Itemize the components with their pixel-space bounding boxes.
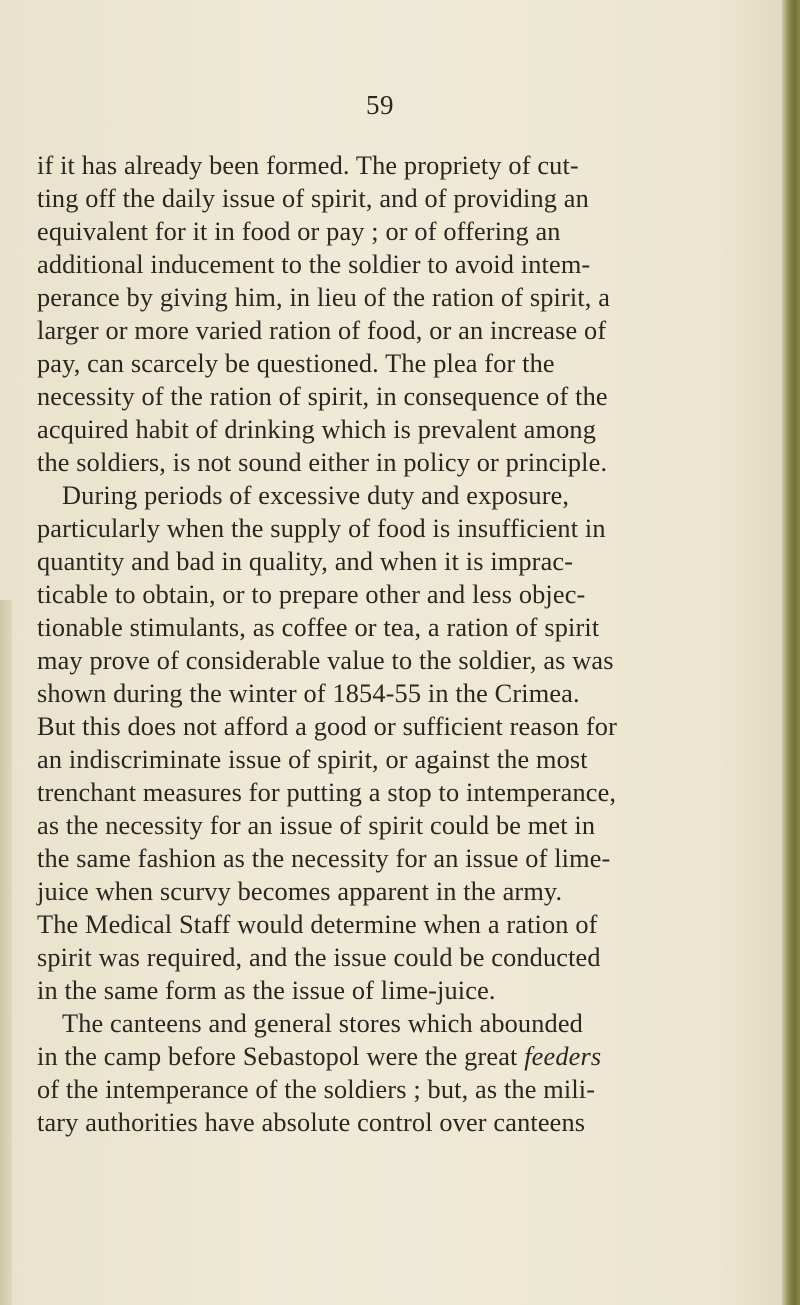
text-line: ting off the daily issue of spirit, and of providing an xyxy=(37,184,589,213)
text-line: the soldiers, is not sound either in policy or principle. xyxy=(37,448,608,477)
text-line: in the same form as the issue of lime-juice. xyxy=(37,976,496,1005)
text-line: equivalent for it in food or pay ; or of offering an xyxy=(37,217,561,246)
page-number: 59 xyxy=(366,90,394,120)
text-line: The Medical Staff would determine when a ration of xyxy=(37,910,598,939)
text-line: the same fashion as the necessity for an issue of lime- xyxy=(37,844,611,873)
text-line: may prove of considerable value to the soldier, as was xyxy=(37,646,614,675)
text-line: During periods of excessive duty and exposure, xyxy=(62,481,570,510)
text-line: necessity of the ration of spirit, in consequence of the xyxy=(37,382,608,411)
text-line xyxy=(37,1042,601,1072)
text-line: acquired habit of drinking which is prevalent among xyxy=(37,415,596,444)
text-line: tary authorities have absolute control over canteens xyxy=(37,1108,586,1137)
text-line: an indiscriminate issue of spirit, or against the most xyxy=(37,745,588,774)
text-line: shown during the winter of 1854-55 in the Crimea. xyxy=(37,679,580,708)
text-line: ticable to obtain, or to prepare other and less objec- xyxy=(37,580,586,609)
text-line: additional inducement to the soldier to avoid intem- xyxy=(37,250,591,279)
text-line: particularly when the supply of food is insufficient in xyxy=(37,514,606,543)
text-line: spirit was required, and the issue could be conducted xyxy=(37,943,601,972)
text-line: trenchant measures for putting a stop to intemperance, xyxy=(37,778,617,807)
page-edge-right xyxy=(782,0,800,1305)
text-line: juice when scurvy becomes apparent in the army. xyxy=(37,877,563,906)
text-line: tionable stimulants, as coffee or tea, a ration of spirit xyxy=(37,613,600,642)
text-line: perance by giving him, in lieu of the ration of spirit, a xyxy=(37,283,611,312)
text-span: in the camp before Sebastopol were the great xyxy=(37,1042,518,1071)
text-line: But this does not afford a good or sufficient reason for xyxy=(37,712,617,741)
text-line: quantity and bad in quality, and when it is imprac- xyxy=(37,547,574,576)
text-line: The canteens and general stores which abounded xyxy=(62,1009,583,1038)
text-line: as the necessity for an issue of spirit could be met in xyxy=(37,811,596,840)
text-line: if it has already been formed. The propriety of cut- xyxy=(37,151,579,180)
italic-word: feeders xyxy=(524,1042,602,1071)
page-edge-left xyxy=(0,600,12,1305)
text-line: larger or more varied ration of food, or an increase of xyxy=(37,316,607,345)
text-line: of the intemperance of the soldiers ; but, as the mili- xyxy=(37,1075,596,1104)
text-line: pay, can scarcely be questioned. The plea for the xyxy=(37,349,555,378)
